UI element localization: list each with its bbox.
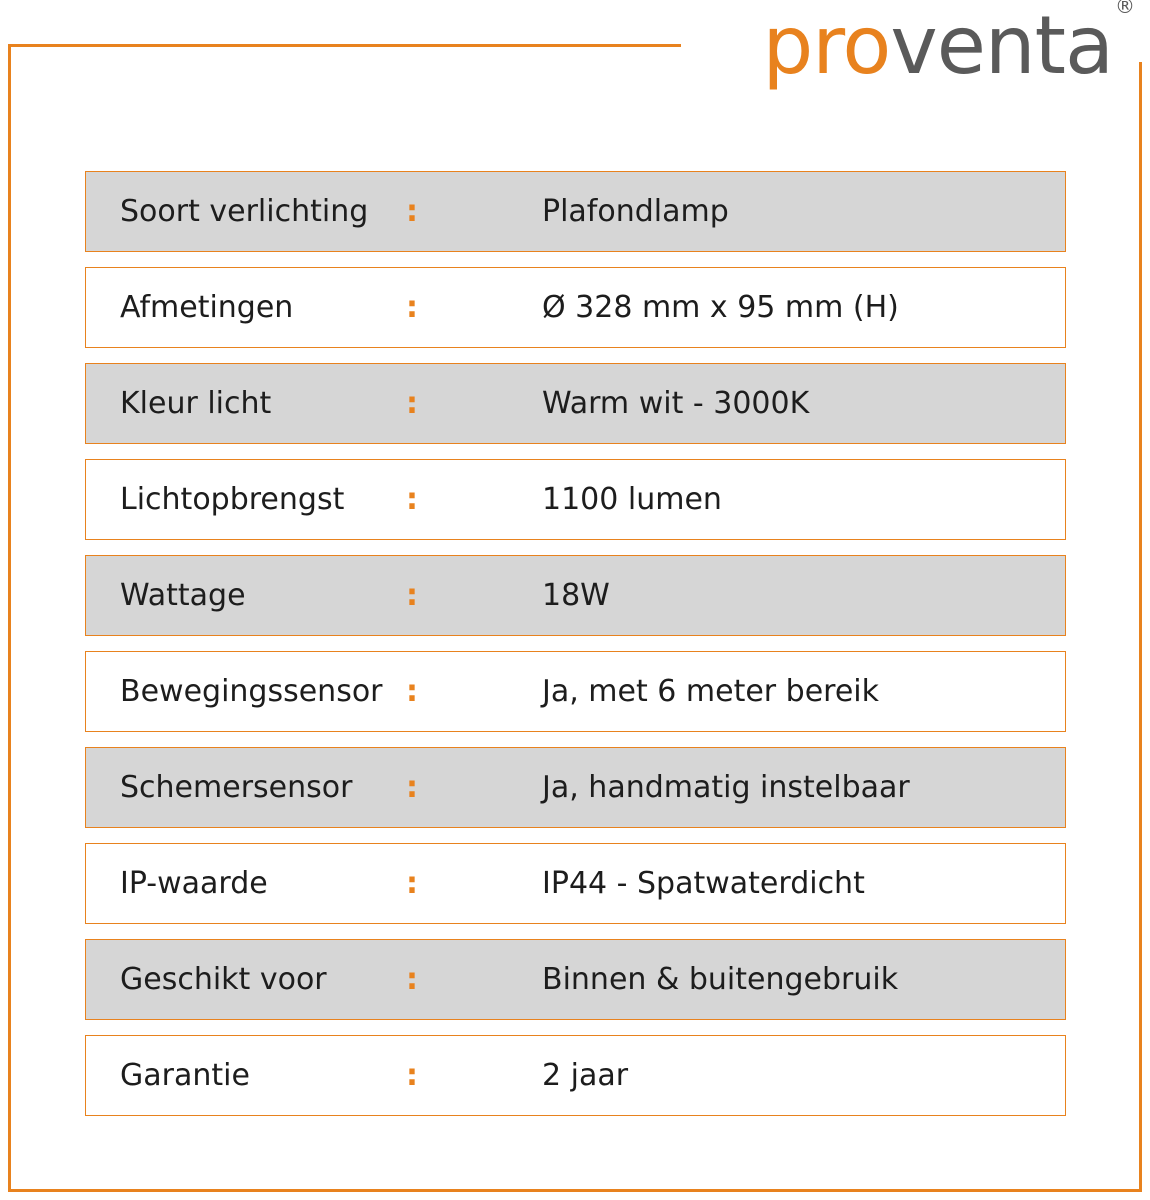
spec-value: Ja, handmatig instelbaar — [542, 770, 910, 805]
frame-border-top — [8, 44, 681, 47]
spec-label: Kleur licht — [120, 386, 272, 421]
spec-value: 1100 lumen — [542, 482, 722, 517]
spec-value: 2 jaar — [542, 1058, 629, 1093]
spec-label: IP-waarde — [120, 866, 268, 901]
logo-wordmark — [762, 0, 1134, 92]
spec-value: Binnen & buitengebruik — [542, 962, 899, 997]
spec-label: Wattage — [120, 578, 246, 613]
specification-table — [85, 171, 1066, 1131]
frame-border-left — [8, 44, 11, 1192]
logo-text-pro: pro — [762, 0, 891, 92]
spec-separator: : — [406, 194, 418, 229]
frame-border-right — [1139, 62, 1142, 1192]
spec-separator: : — [406, 770, 418, 805]
table-row — [85, 459, 1066, 540]
table-row — [85, 1035, 1066, 1116]
table-row — [85, 171, 1066, 252]
spec-value: 18W — [542, 578, 610, 613]
spec-label: Garantie — [120, 1058, 250, 1093]
proventa-logo — [762, 0, 1132, 92]
table-row — [85, 267, 1066, 348]
table-row — [85, 555, 1066, 636]
registered-trademark-icon: ® — [1115, 0, 1134, 19]
spec-value: Ja, met 6 meter bereik — [542, 674, 880, 709]
spec-value: Plafondlamp — [542, 194, 729, 229]
table-row — [85, 939, 1066, 1020]
spec-label: Bewegingssensor — [120, 674, 383, 709]
spec-separator: : — [406, 674, 418, 709]
table-row — [85, 363, 1066, 444]
spec-label: Soort verlichting — [120, 194, 369, 229]
spec-separator: : — [406, 1058, 418, 1093]
frame-border-bottom — [8, 1189, 1142, 1192]
spec-value: Warm wit - 3000K — [542, 386, 810, 421]
spec-label: Lichtopbrengst — [120, 482, 345, 517]
table-row — [85, 843, 1066, 924]
spec-label: Schemersensor — [120, 770, 353, 805]
spec-separator: : — [406, 386, 418, 421]
spec-separator: : — [406, 290, 418, 325]
table-row — [85, 747, 1066, 828]
spec-separator: : — [406, 866, 418, 901]
spec-separator: : — [406, 578, 418, 613]
spec-value: Ø 328 mm x 95 mm (H) — [542, 290, 899, 325]
table-row — [85, 651, 1066, 732]
spec-separator: : — [406, 962, 418, 997]
spec-separator: : — [406, 482, 418, 517]
spec-value: IP44 - Spatwaterdicht — [542, 866, 865, 901]
logo-text-venta: venta — [890, 0, 1113, 92]
spec-label: Geschikt voor — [120, 962, 327, 997]
spec-label: Afmetingen — [120, 290, 294, 325]
